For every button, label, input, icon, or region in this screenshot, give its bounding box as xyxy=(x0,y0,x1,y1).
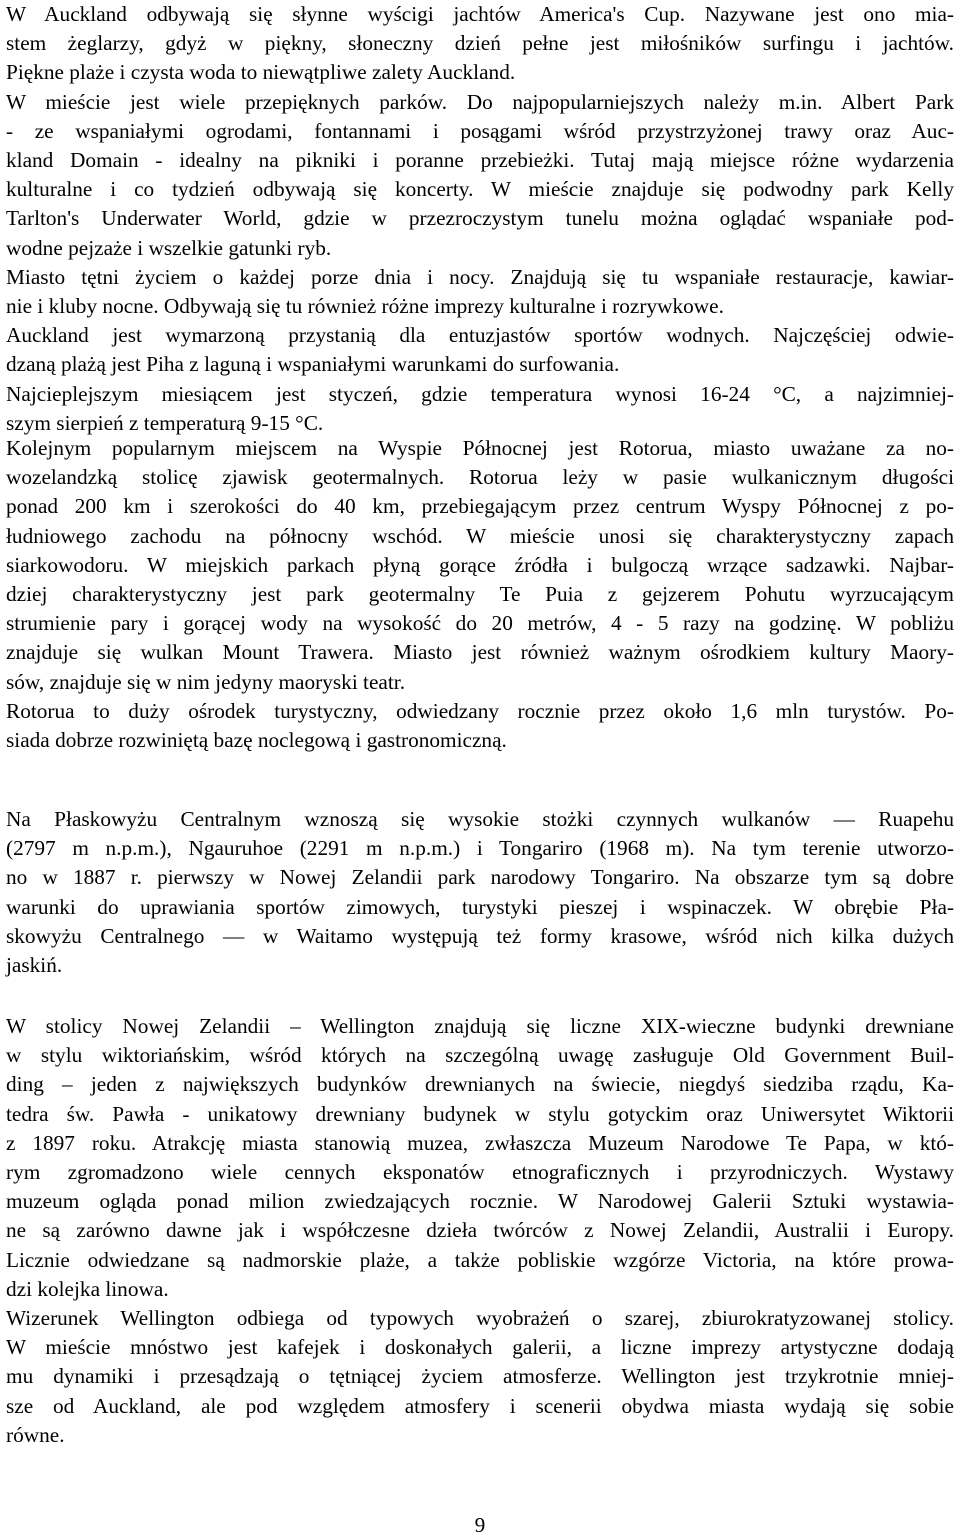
text-line: sze od Auckland, ale pod względem atmosfery i scenerii obydwa miasta wydają się sobie xyxy=(6,1393,954,1418)
text-line: Licznie odwiedzane są nadmorskie plaże, a także pobliskie wzgórze Victoria, na które prowa- xyxy=(6,1247,954,1272)
text-line: wodne pejzaże i wszelkie gatunki ryb. xyxy=(6,235,332,260)
text-line: muzeum ogląda ponad milion zwiedzających rocznie. W Narodowej Galerii Sztuki wystawia- xyxy=(6,1189,954,1214)
text-line: - ze wspaniałymi ogrodami, fontannami i posągami wśród przystrzyżonej trawy oraz Auc- xyxy=(6,118,954,143)
text-line: (2797 m n.p.m.), Ngauruhoe (2291 m n.p.m.) i Tongariro (1968 m). Na tym terenie utworzo- xyxy=(6,836,954,861)
text-line: strumienie pary i gorącej wody na wysokość do 20 metrów, 4 - 5 razy na godzinę. W pobliżu xyxy=(6,611,954,636)
text-line: Wizerunek Wellington odbiega od typowych wyobrażeń o szarej, zbiurokratyzowanej stolicy. xyxy=(6,1306,954,1330)
text-line: sów, znajduje się w nim jedyny maoryski teatr. xyxy=(6,669,406,694)
text-line: Auckland jest wymarzoną przystanią dla entuzjastów sportów wodnych. Najczęściej odwie- xyxy=(6,323,954,348)
text-line: W stolicy Nowej Zelandii – Wellington znajdują się liczne XIX-wieczne budynki drewniane xyxy=(6,1014,954,1038)
text-line: no w 1887 r. pierwszy w Nowej Zelandii park narodowy Tongariro. Na obszarze tym są dobre xyxy=(6,865,954,890)
text-line: kulturalne i co tydzień odbywają się koncerty. W mieście znajduje się podwodny park Kelly xyxy=(6,177,954,202)
text-line: Piękne plaże i czysta woda to niewątpliwe zalety Auckland. xyxy=(6,60,516,85)
text-line: łudniowego zachodu na północny wschód. W mieście unosi się charakterystyczny zapach xyxy=(6,523,954,548)
text-line: W mieście mnóstwo jest kafejek i doskonałych galerii, a liczne imprezy artystyczne dodają xyxy=(6,1335,954,1360)
text-line: ne są zarówno dawne jak i współczesne dzieła twórców z Nowej Zelandii, Australii i Europy. xyxy=(6,1218,954,1243)
text-line: siarkowodoru. W miejskich parkach płyną gorące źródła i bulgoczą wrzące sadzawki. Najbar- xyxy=(6,552,954,577)
text-line: W mieście jest wiele przepięknych parków. Do najpopularniejszych należy m.in. Albert Park xyxy=(6,89,954,114)
text-line: Najcieplejszym miesiącem jest styczeń, gdzie temperatura wynosi 16-24 °C, a najzimniej- xyxy=(6,381,954,406)
text-line: dziej charakterystyczny jest park geotermalny Te Puia z gejzerem Pohutu wyrzucającym xyxy=(6,582,954,606)
text-line: Na Płaskowyżu Centralnym wznoszą się wysokie stożki czynnych wulkanów — Ruapehu xyxy=(6,807,954,831)
text-line: równe. xyxy=(6,1422,65,1447)
page-number: 9 xyxy=(474,1513,486,1537)
text-line: Miasto tętni życiem o każdej porze dnia i nocy. Znajdują się tu wspaniałe restauracje, kawiar- xyxy=(6,264,954,289)
text-line: Rotorua to duży ośrodek turystyczny, odwiedzany rocznie przez około 1,6 mln turystów. Po- xyxy=(6,698,954,723)
text-line: siada dobrze rozwiniętą bazę noclegową i gastronomiczną. xyxy=(6,728,507,752)
text-line: stem żeglarzy, gdyż w piękny, słoneczny dzień pełne jest miłośników surfingu i jachtów. xyxy=(6,31,954,56)
text-line: W Auckland odbywają się słynne wyścigi jachtów America's Cup. Nazywane jest ono mia- xyxy=(6,2,954,26)
text-line: szym sierpień z temperaturą 9-15 °C. xyxy=(6,410,324,435)
text-line: z 1897 roku. Atrakcję miasta stanowią muzea, zwłaszcza Muzeum Narodowe Te Papa, w któ- xyxy=(6,1130,954,1155)
text-line: wozelandzką stolicę zjawisk geotermalnych. Rotorua leży w pasie wulkanicznym długości xyxy=(6,465,954,490)
text-line: skowyżu Centralnego — w Waitamo występują też formy krasowe, wśród nich kilka dużych xyxy=(6,923,954,948)
text-line: Tarlton's Underwater World, gdzie w przezroczystym tunelu można oglądać wspaniałe pod- xyxy=(6,206,954,231)
text-line: warunki do uprawiania sportów zimowych, turystyki pieszej i wspinaczek. W obrębie Pła- xyxy=(6,894,954,919)
text-line: kland Domain - idealny na pikniki i poranne przebieżki. Tutaj mają miejsce różne wydarzenia xyxy=(6,148,954,172)
text-line: ding – jeden z największych budynków drewnianych na świecie, niegdyś siedziba rządu, Ka- xyxy=(6,1072,954,1097)
text-line: w stylu wiktoriańskim, wśród których na szczególną uwagę zasługuje Old Government Buil- xyxy=(6,1043,954,1068)
text-line: mu dynamiki i przesądzają o tętniącej życiem atmosferze. Wellington jest trzykrotnie mniej- xyxy=(6,1364,954,1389)
text-line: znajduje się wulkan Mount Trawera. Miasto jest również ważnym ośrodkiem kultury Maory- xyxy=(6,640,954,665)
text-line: dzi kolejka linowa. xyxy=(6,1276,169,1301)
text-line: Kolejnym popularnym miejscem na Wyspie Północnej jest Rotorua, miasto uważane za no- xyxy=(6,436,954,460)
text-line: nie i kluby nocne. Odbywają się tu również różne imprezy kulturalne i rozrywkowe. xyxy=(6,294,724,318)
text-line: rym zgromadzono wiele cennych eksponatów etnograficznych i przyrodniczych. Wystawy xyxy=(6,1160,954,1184)
text-line: tedra św. Pawła - unikatowy drewniany budynek w stylu gotyckim oraz Uniwersytet Wiktorii xyxy=(6,1101,954,1126)
text-line: ponad 200 km i szerokości do 40 km, przebiegającym przez centrum Wyspy Północnej z po- xyxy=(6,494,954,519)
text-line: jaskiń. xyxy=(6,953,63,977)
text-line: dzaną plażą jest Piha z laguną i wspaniałymi warunkami do surfowania. xyxy=(6,352,620,377)
